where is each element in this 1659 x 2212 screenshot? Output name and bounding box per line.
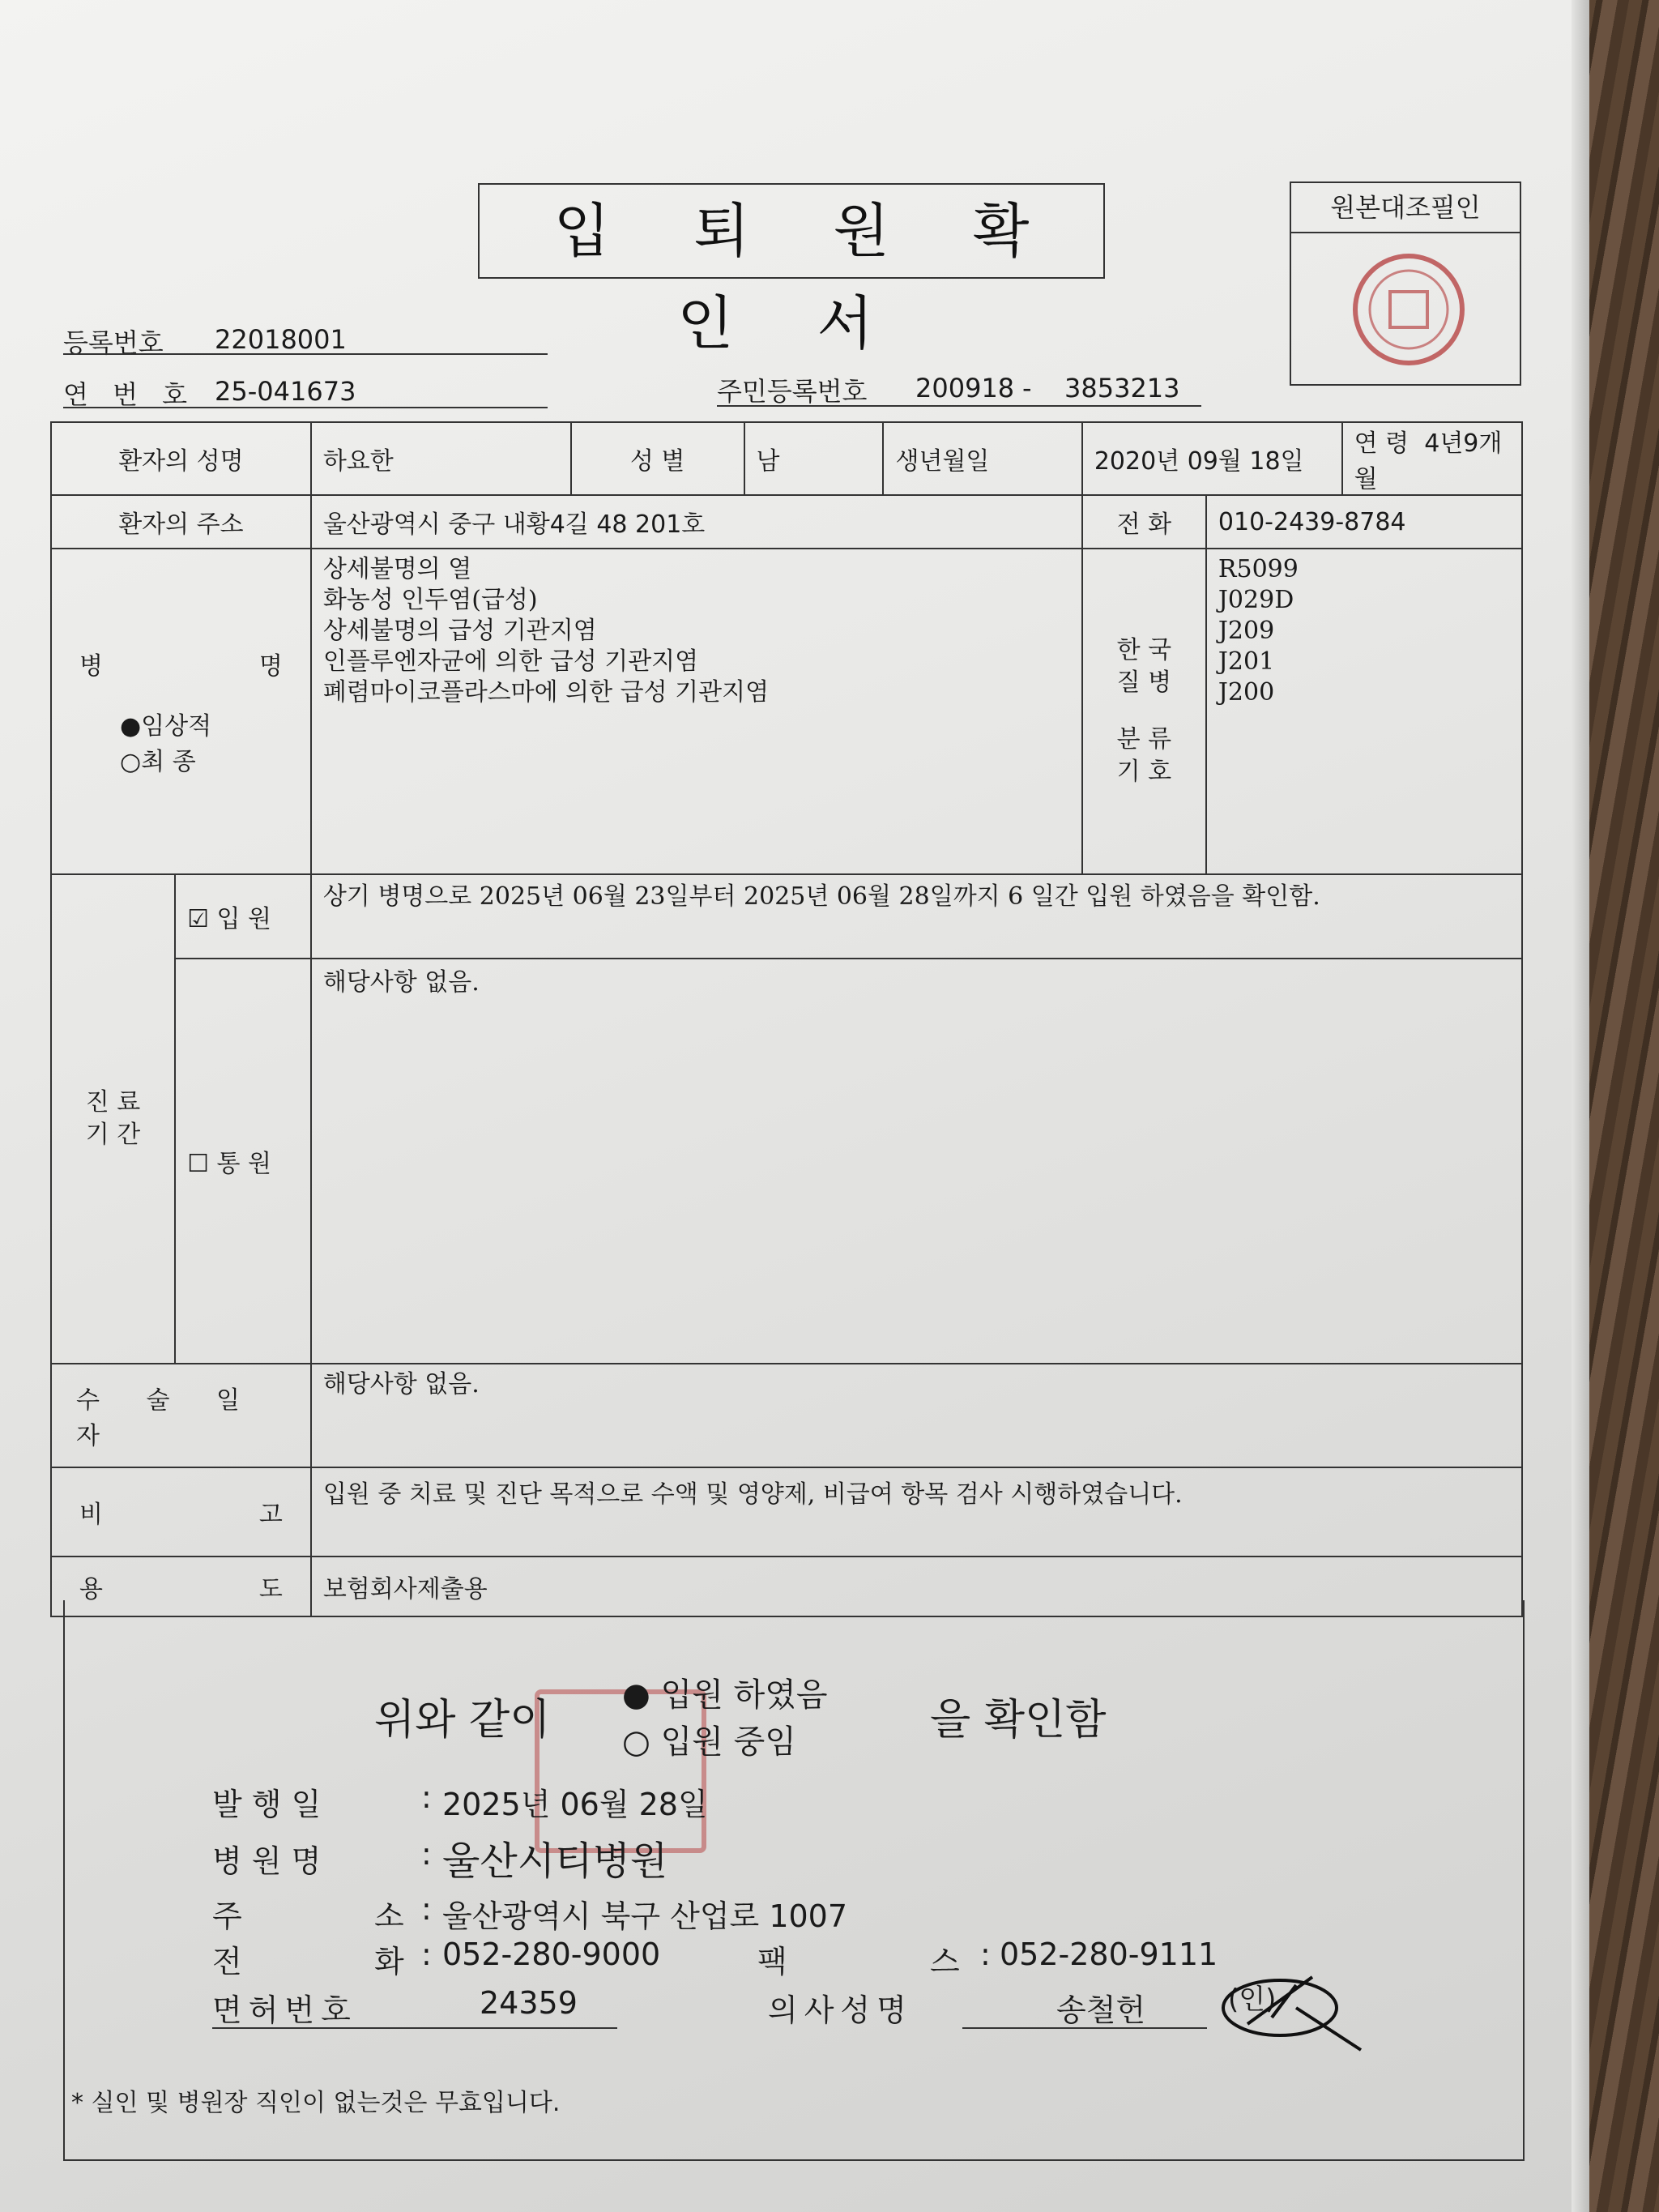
usage-label-1: 용 xyxy=(79,1575,103,1603)
confirm-opt1-label: 입원 하였음 xyxy=(660,1676,828,1714)
outpatient-label: 통 원 xyxy=(216,1150,272,1178)
rrn-back: 3853213 xyxy=(1064,373,1180,404)
patient-row xyxy=(51,422,1522,495)
inpatient-text: 상기 병명으로 2025년 06월 23일부터 2025년 06월 28일까지 6 일간 입원 하였음을 확인함. xyxy=(311,874,1522,959)
rrn-label: 주민등록번호 xyxy=(717,376,868,407)
kcd-label-3: 분 류 xyxy=(1116,725,1172,754)
diagnosis-item: 인플루엔자균에 의한 급성 기관지염 xyxy=(322,647,699,676)
confirm-prefix: 위와 같이 xyxy=(374,1696,551,1744)
serial-underline xyxy=(63,407,548,408)
period-label-1: 진 료 xyxy=(85,1088,141,1117)
doctor-name: 송철헌 xyxy=(1056,1992,1146,2028)
confirm-opt1 xyxy=(622,1669,828,1715)
issue-date-label: 발 행 일 xyxy=(212,1787,322,1822)
serial-value: 25-041673 xyxy=(215,376,356,407)
kcd-label-2: 질 병 xyxy=(1116,668,1172,697)
rrn-underline xyxy=(717,405,1201,407)
diagnosis-label-left: 병 xyxy=(79,652,103,681)
seal-mark: (인) xyxy=(1228,1984,1277,2016)
diagnosis-item: 폐렴마이코플라스마에 의한 급성 기관지염 xyxy=(322,678,770,707)
kcd-label-1: 한 국 xyxy=(1116,636,1172,664)
age-value: 4년9개월 xyxy=(1354,429,1503,493)
filled-circle-icon: ● xyxy=(622,1676,650,1714)
rrn-front: 200918 xyxy=(915,373,1015,404)
dob-label: 생년월일 xyxy=(895,447,990,476)
empty-circle-icon: ○ xyxy=(622,1723,650,1761)
red-seal-stamp xyxy=(1340,245,1478,374)
doctor-signature xyxy=(1215,1961,1377,2058)
inpatient-row xyxy=(51,874,1522,959)
inpatient-check-cell xyxy=(175,874,311,959)
seal-box-label: 원본대조필인 xyxy=(1291,183,1520,233)
age-cell xyxy=(1342,422,1522,495)
inpatient-label: 입 원 xyxy=(216,905,272,933)
name-value: 하요한 xyxy=(311,422,571,495)
outpatient-row xyxy=(51,959,1522,1364)
kcd-code: J029D xyxy=(1218,586,1294,614)
confirm-opt2 xyxy=(622,1716,796,1762)
document-title: 입 퇴 원 확 인 서 xyxy=(553,197,1062,357)
kcd-code: J209 xyxy=(1218,617,1275,645)
title-box xyxy=(478,183,1105,357)
address-label: 환자의 주소 xyxy=(51,495,311,549)
reg-no-label: 등록번호 xyxy=(63,327,164,358)
dob-value-wrap xyxy=(883,422,1081,495)
surgery-label: 수 술 일 자 xyxy=(51,1364,311,1467)
kcd-code: R5099 xyxy=(1218,555,1299,583)
tel-label-1: 전 xyxy=(212,1944,242,1979)
checked-box-icon: ☑ xyxy=(187,905,209,933)
diagnosis-item: 상세불명의 열 xyxy=(322,555,472,583)
kcd-code: J200 xyxy=(1218,678,1275,707)
name-label: 환자의 성명 xyxy=(51,422,311,495)
fax-label-2: 스 xyxy=(930,1944,960,1979)
diagnosis-list xyxy=(311,549,1082,874)
age-label: 연 령 xyxy=(1354,429,1410,458)
tel-label-2: 화 xyxy=(374,1944,404,1979)
dob-value: 2020년 09월 18일 xyxy=(1082,422,1342,495)
doctor-underline xyxy=(962,2027,1207,2029)
footnote: * 실인 및 병원장 직인이 없는것은 무효입니다. xyxy=(71,2089,561,2117)
outpatient-check-cell xyxy=(175,959,311,1364)
info-table xyxy=(50,421,1523,1617)
hospital-label: 병 원 명 xyxy=(212,1843,322,1879)
reg-no-underline xyxy=(63,353,548,355)
hospital-address: 울산광역시 북구 산업로 1007 xyxy=(442,1898,848,1934)
license-value: 24359 xyxy=(480,1985,578,2021)
remarks-text: 입원 중 치료 및 진단 목적으로 수액 및 영양제, 비급여 항목 검사 시행하였습니다. xyxy=(311,1467,1522,1557)
diagnosis-opt-clinical: ●임상적 xyxy=(120,712,212,741)
empty-box-icon: ☐ xyxy=(187,1150,209,1178)
confirm-opt2-label: 입원 중임 xyxy=(660,1723,796,1761)
fax-label-1: 팩 xyxy=(757,1944,787,1979)
license-label: 면허번호 xyxy=(212,1992,357,2028)
kcd-label-cell xyxy=(1082,549,1206,874)
usage-label-2: 도 xyxy=(258,1575,283,1603)
address-row xyxy=(51,495,1522,549)
diagnosis-row xyxy=(51,549,1522,874)
diagnosis-label-right: 명 xyxy=(258,652,283,681)
diagnosis-opt-final: ○최 종 xyxy=(120,748,196,776)
address-value: 울산광역시 중구 내황4길 48 201호 xyxy=(311,495,1082,549)
serial-label: 연 번 호 xyxy=(63,379,196,410)
remarks-row xyxy=(51,1467,1522,1557)
original-verification-box xyxy=(1290,181,1521,386)
paper-edge xyxy=(1572,0,1589,2212)
sex-value: 남 xyxy=(744,422,884,495)
period-label-cell xyxy=(51,874,175,1364)
period-label-2: 기 간 xyxy=(85,1121,141,1149)
phone-label: 전 화 xyxy=(1082,495,1206,549)
confirm-suffix: 을 확인함 xyxy=(930,1696,1107,1744)
kcd-code: J201 xyxy=(1218,647,1275,676)
surgery-row xyxy=(51,1364,1522,1467)
diagnosis-item: 상세불명의 급성 기관지염 xyxy=(322,617,597,645)
license-underline xyxy=(212,2027,617,2029)
doctor-label: 의사성명 xyxy=(768,1992,913,2028)
hospital-fax: 052-280-9111 xyxy=(1000,1937,1218,1972)
rrn-dash: - xyxy=(1022,373,1032,404)
remarks-label-cell xyxy=(51,1467,311,1557)
remarks-label-1: 비 xyxy=(79,1501,103,1529)
hospital-name: 울산시티병원 xyxy=(442,1838,668,1884)
diagnosis-item: 화농성 인두염(급성) xyxy=(322,586,538,614)
usage-text: 보험회사제출용 xyxy=(311,1557,1522,1616)
issue-date-value: 2025년 06월 28일 xyxy=(442,1787,708,1822)
hospital-tel: 052-280-9000 xyxy=(442,1937,661,1972)
kcd-label-4: 기 호 xyxy=(1116,758,1172,786)
kcd-code-list xyxy=(1206,549,1522,874)
remarks-label-2: 고 xyxy=(258,1501,283,1529)
phone-value: 010-2439-8784 xyxy=(1206,495,1522,549)
address-label-2: 소 xyxy=(374,1898,404,1934)
diagnosis-label-cell xyxy=(51,549,311,874)
address-label-1: 주 xyxy=(212,1898,242,1934)
reg-no-value: 22018001 xyxy=(215,324,347,355)
outpatient-text: 해당사항 없음. xyxy=(311,959,1522,1364)
surgery-text: 해당사항 없음. xyxy=(311,1364,1522,1467)
sex-label: 성 별 xyxy=(571,422,744,495)
